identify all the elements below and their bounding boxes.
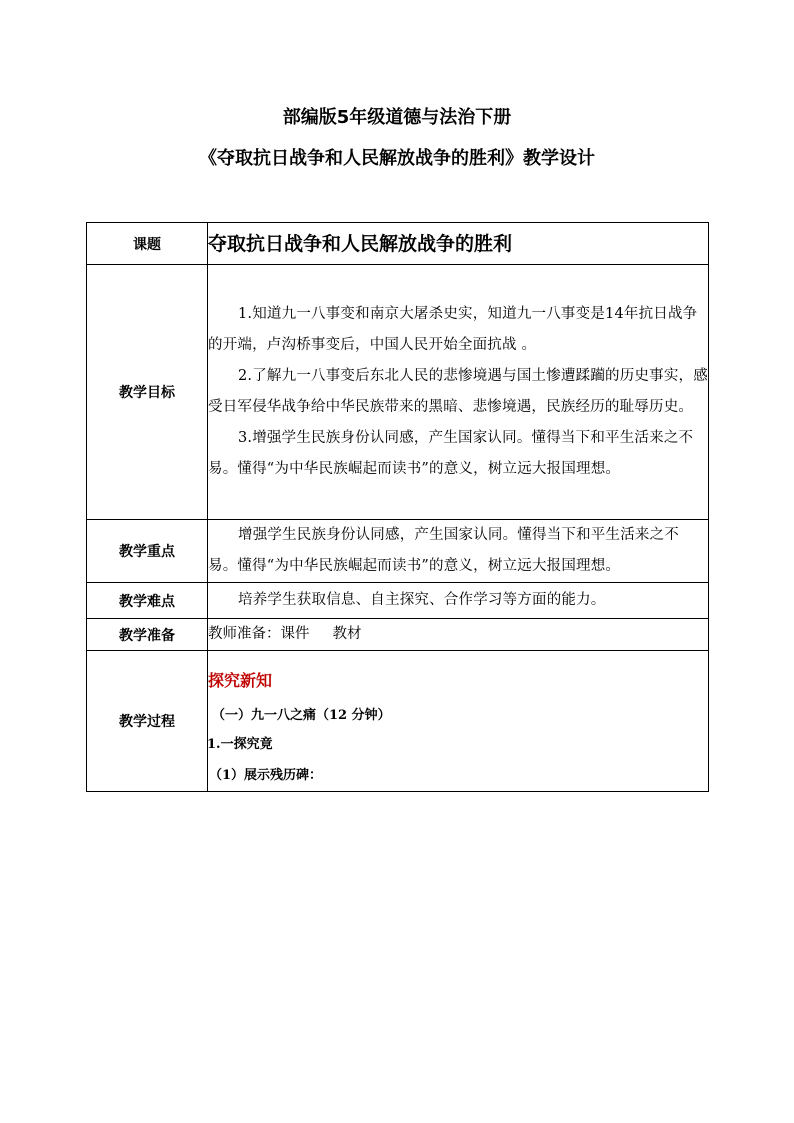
topic-label: 课题 — [87, 223, 208, 265]
difficulties-text: 培养学生获取信息、自主探究、合作学习等方面的能力。 — [238, 592, 606, 608]
process-item: 1.一探究竟 — [207, 736, 273, 752]
difficulties-label: 教学难点 — [87, 583, 208, 619]
table-row-key-points — [87, 520, 709, 583]
table-row-goals — [87, 265, 709, 520]
table-row-preparation — [87, 619, 709, 651]
preparation-text: 教师准备：课件 教材 — [208, 626, 362, 642]
page-subtitle: 《夺取抗日战争和人民解放战争的胜利》教学设计 — [199, 148, 595, 169]
key-points-label: 教学重点 — [87, 520, 208, 583]
goal-item: 1.知道九一八事变和南京大屠杀史实，知道九一八事变是14年抗日战争的开端，卢沟桥事变后，中国人民开始全面抗战 。 — [208, 306, 698, 353]
goal-item: 3.增强学生民族身份认同感，产生国家认同。懂得当下和平生活来之不易。懂得“为中华民族崛起而读书”的意义，树立远大报国理想。 — [208, 430, 694, 477]
topic-cell — [208, 223, 709, 265]
lesson-plan-table — [86, 222, 709, 792]
goals-cell — [208, 265, 709, 520]
topic-value: 夺取抗日战争和人民解放战争的胜利 — [208, 232, 513, 255]
key-points-cell — [208, 520, 709, 583]
goals-label: 教学目标 — [87, 265, 208, 520]
table-row-difficulties — [87, 583, 709, 619]
difficulties-cell — [208, 583, 709, 619]
table-row-process — [87, 651, 709, 792]
process-item: （1）展示残历碑： — [209, 767, 323, 783]
process-heading: 探究新知 — [208, 670, 273, 690]
preparation-label: 教学准备 — [87, 619, 208, 651]
goal-item: 2.了解九一八事变后东北人民的悲惨境遇与国土惨遭蹂躏的历史事实，感受日军侵华战争给中华民族带来的黑暗、悲惨境遇，民族经历的耻辱历史。 — [208, 368, 708, 415]
page-title: 部编版5年级道德与法治下册 — [282, 107, 512, 128]
key-points-text: 增强学生民族身份认同感，产生国家认同。懂得当下和平生活来之不易。懂得“为中华民族崛起而读书”的意义，树立远大报国理想。 — [208, 527, 679, 574]
process-label: 教学过程 — [87, 651, 208, 792]
table-row-topic — [87, 223, 709, 265]
preparation-cell — [208, 619, 709, 651]
process-section: （一）九一八之痛（12 分钟） — [212, 707, 391, 723]
process-cell — [208, 651, 709, 792]
